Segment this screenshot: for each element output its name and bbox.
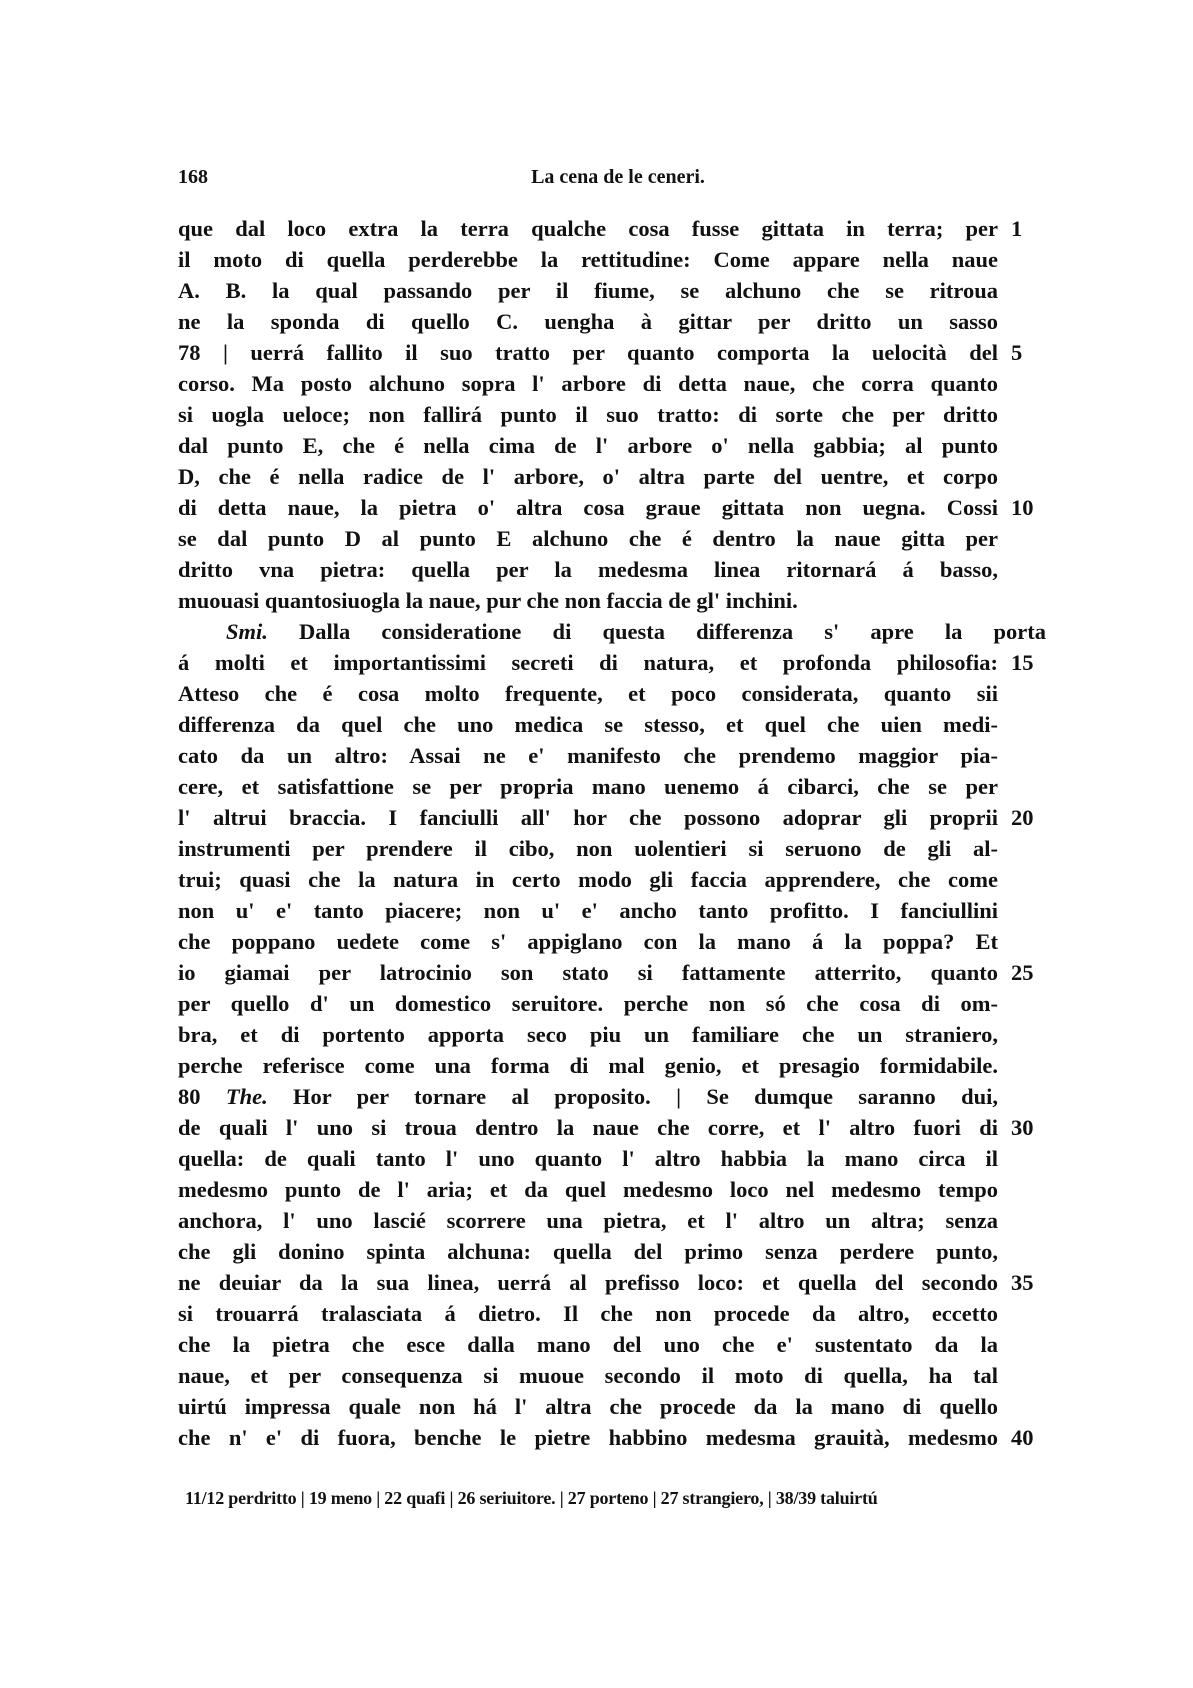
text-line: [178, 833, 998, 864]
line-text: [178, 988, 998, 1019]
running-title: La cena de le ceneri.: [531, 166, 705, 188]
line-body: si uogla ueloce; non fallirá punto il suo tratto: di sorte che per dritto: [178, 402, 998, 427]
line-body: dal punto E, che é nella cima de l' arbore o' nella gabbia; al punto: [178, 433, 998, 458]
text-line: [178, 1205, 998, 1236]
line-body: bra, et di portento apporta seco piu un familiare che un straniero,: [178, 1022, 998, 1047]
line-body: que dal loco extra la terra qualche cosa fusse gittata in terra; per: [178, 216, 998, 241]
line-text: [178, 1298, 998, 1329]
line-text: [178, 1329, 998, 1360]
line-body: quella: de quali tanto l' uno quanto l' altro habbia la mano circa il: [178, 1146, 998, 1171]
line-text: [178, 1360, 998, 1391]
text-line: [178, 430, 998, 461]
text-line: [178, 1143, 998, 1174]
line-body: che n' e' di fuora, benche le pietre habbino medesma grauità, medesmo: [178, 1425, 998, 1450]
line-body: ne la sponda di quello C. uengha à gittar per dritto un sasso: [178, 309, 998, 334]
text-line: [178, 802, 1034, 833]
text-line: [178, 585, 998, 616]
line-text: [178, 554, 998, 585]
text-line: [178, 554, 998, 585]
text-line: [178, 647, 1034, 678]
line-body: Hor per tornare al proposito. | Se dumque saranno dui,: [293, 1084, 998, 1109]
line-number: 15: [1011, 650, 1034, 675]
line-body: per quello d' un domestico seruitore. perche non só che cosa di om-: [178, 991, 998, 1016]
line-text: [178, 213, 998, 244]
line-text: [178, 1174, 998, 1205]
line-body: il moto di quella perderebbe la rettitudine: Come appare nella naue: [178, 247, 998, 272]
line-body: cere, et satisfattione se per propria mano uenemo á cibarci, che se per: [178, 774, 998, 799]
line-body: perche referisce come una forma di mal genio, et presagio formidabile.: [178, 1053, 998, 1078]
line-number: 25: [1011, 960, 1034, 985]
line-text: [178, 802, 998, 833]
line-number: 10: [1011, 495, 1034, 520]
marginal-page-ref: 80: [178, 1084, 201, 1109]
line-body: uirtú impressa quale non há l' altra che procede da la mano di quello: [178, 1394, 998, 1419]
line-number: 30: [1011, 1115, 1034, 1140]
line-text: [178, 1112, 998, 1143]
line-text: [178, 1422, 998, 1453]
line-body: A. B. la qual passando per il fiume, se alchuno che se ritroua: [178, 278, 998, 303]
line-body: differenza da quel che uno medica se stesso, et quel che uien medi-: [178, 712, 998, 737]
line-text: [178, 461, 998, 492]
line-text: [178, 926, 998, 957]
text-line: [178, 1236, 998, 1267]
line-body: anchora, l' uno lascié scorrere una pietra, et l' altro un altra; senza: [178, 1208, 998, 1233]
line-text: [178, 275, 998, 306]
line-text: [178, 678, 998, 709]
line-body: muouasi quantosiuogla la naue, pur che non faccia de gl' inchini.: [178, 588, 798, 613]
line-body: l' altrui braccia. I fanciulli all' hor che possono adoprar gli proprii: [178, 805, 998, 830]
line-text: [178, 337, 998, 368]
text-line: [178, 1174, 998, 1205]
text-line: [178, 926, 998, 957]
line-number: 5: [1011, 340, 1023, 365]
line-body: cato da un altro: Assai ne e' manifesto che prendemo maggior pia-: [178, 743, 998, 768]
line-body: dritto vna pietra: quella per la medesma linea ritornará á basso,: [178, 557, 998, 582]
text-line: [178, 244, 998, 275]
footnotes: 11/12 perdritto | 19 meno | 22 quafi | 26 seriuitore. | 27 porteno | 27 strangiero, | 38/39 taluirtú: [185, 1488, 878, 1508]
line-text: [178, 833, 998, 864]
text-line: [178, 523, 998, 554]
line-body: D, che é nella radice de l' arbore, o' altra parte del uentre, et corpo: [178, 464, 998, 489]
line-number: 40: [1011, 1425, 1034, 1450]
line-number: 35: [1011, 1270, 1034, 1295]
line-text: [178, 616, 1046, 647]
line-body: che la pietra che esce dalla mano del uno che e' sustentato da la: [178, 1332, 998, 1357]
text-line: [178, 1019, 998, 1050]
line-text: [178, 771, 998, 802]
page-number: 168: [178, 166, 208, 188]
text-line: [178, 1081, 998, 1112]
line-body: naue, et per consequenza si muoue secondo il moto di quella, ha tal: [178, 1363, 998, 1388]
line-body: á molti et importantissimi secreti di natura, et profonda philosofia:: [178, 650, 998, 675]
page-header: [178, 166, 1058, 196]
line-body: che gli donino spinta alchuna: quella del primo senza perdere punto,: [178, 1239, 998, 1264]
text-line: [178, 1391, 998, 1422]
line-text: [178, 1050, 998, 1081]
line-text: [178, 368, 998, 399]
line-body: Dalla consideratione di questa differenza s' apre la porta: [299, 619, 1046, 644]
line-text: [178, 1205, 998, 1236]
line-text: [178, 523, 998, 554]
line-body: io giamai per latrocinio son stato si fattamente atterrito, quanto: [178, 960, 998, 985]
text-line: [178, 1422, 1034, 1453]
line-body: si trouarrá tralasciata á dietro. Il che non procede da altro, eccetto: [178, 1301, 998, 1326]
line-text: [178, 1236, 998, 1267]
text-line: [178, 492, 1034, 523]
text-line: [178, 461, 998, 492]
line-text: [178, 740, 998, 771]
text-line: [178, 306, 998, 337]
text-line: [178, 368, 998, 399]
text-line: [178, 895, 998, 926]
line-body: corso. Ma posto alchuno sopra l' arbore di detta naue, che corra quanto: [178, 371, 998, 396]
text-line: [178, 213, 1023, 244]
text-line: [178, 337, 1023, 368]
line-body: di detta naue, la pietra o' altra cosa graue gittata non uegna. Cossi: [178, 495, 998, 520]
text-line: [178, 988, 998, 1019]
line-number: 20: [1011, 805, 1034, 830]
line-text: [178, 306, 998, 337]
line-text: [178, 1081, 998, 1112]
text-line: [178, 957, 1034, 988]
line-body: Atteso che é cosa molto frequente, et poco considerata, quanto sii: [178, 681, 998, 706]
text-line: [178, 616, 1046, 647]
text-line: [178, 678, 998, 709]
line-body: che poppano uedete come s' appiglano con la mano á la poppa? Et: [178, 929, 998, 954]
text-line: [178, 864, 998, 895]
speaker-name: The.: [225, 1084, 268, 1109]
line-body: ne deuiar da la sua linea, uerrá al prefisso loco: et quella del secondo: [178, 1270, 998, 1295]
line-text: [178, 585, 998, 616]
text-line: [178, 275, 998, 306]
text-line: [178, 399, 998, 430]
line-text: [178, 709, 998, 740]
line-text: [178, 864, 998, 895]
line-text: [178, 492, 998, 523]
line-text: [178, 957, 998, 988]
text-line: [178, 740, 998, 771]
text-line: [178, 1050, 998, 1081]
text-line: [178, 1329, 998, 1360]
line-text: [178, 647, 998, 678]
body-text: [178, 213, 1046, 1453]
line-text: [178, 1267, 998, 1298]
text-line: [178, 709, 998, 740]
speaker-name: Smi.: [226, 619, 268, 644]
line-text: [178, 430, 998, 461]
line-body: de quali l' uno si troua dentro la naue che corre, et l' altro fuori di: [178, 1115, 998, 1140]
line-text: [178, 244, 998, 275]
line-text: [178, 399, 998, 430]
line-body: se dal punto D al punto E alchuno che é dentro la naue gitta per: [178, 526, 998, 551]
text-line: [178, 1360, 998, 1391]
line-text: [178, 1019, 998, 1050]
line-body: trui; quasi che la natura in certo modo gli faccia apprendere, che come: [178, 867, 998, 892]
line-body: medesmo punto de l' aria; et da quel medesmo loco nel medesmo tempo: [178, 1177, 998, 1202]
text-line: [178, 1298, 998, 1329]
line-number: 1: [1011, 216, 1023, 241]
text-line: [178, 1112, 1034, 1143]
line-text: [178, 1391, 998, 1422]
line-text: [178, 1143, 998, 1174]
text-line: [178, 771, 998, 802]
text-line: [178, 1267, 1034, 1298]
line-text: [178, 895, 998, 926]
line-body: non u' e' tanto piacere; non u' e' ancho tanto profitto. I fanciullini: [178, 898, 998, 923]
line-body: instrumenti per prendere il cibo, non uolentieri si seruono de gli al-: [178, 836, 998, 861]
line-body: 78 | uerrá fallito il suo tratto per quanto comporta la uelocità del: [178, 340, 998, 365]
